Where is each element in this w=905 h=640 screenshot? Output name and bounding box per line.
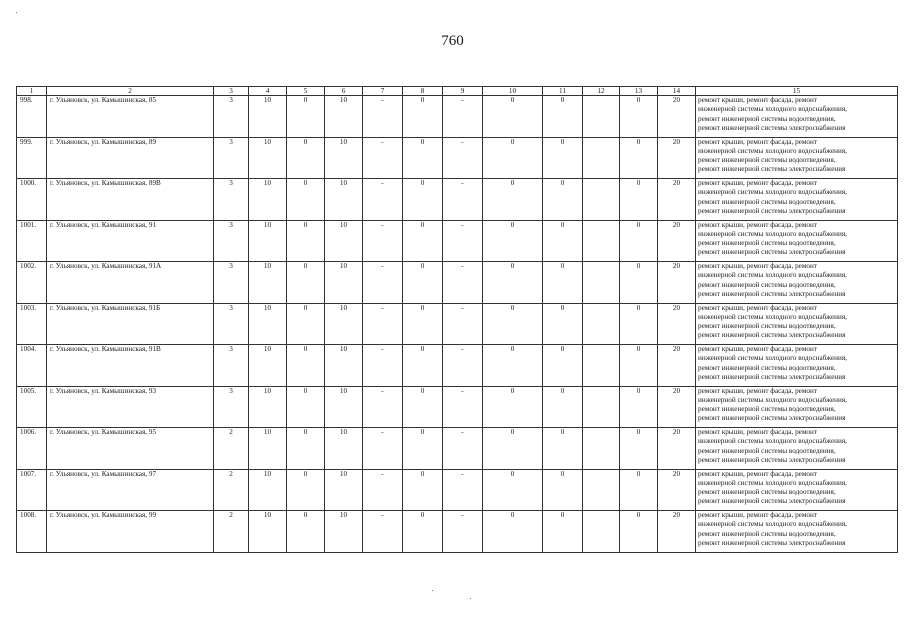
col5-cell: 0 xyxy=(287,137,325,179)
col13-cell: 0 xyxy=(620,303,658,345)
col6-cell: 10 xyxy=(325,511,363,553)
repair-works-cell xyxy=(696,511,898,553)
col5-cell: 0 xyxy=(287,386,325,428)
col5-cell: 0 xyxy=(287,262,325,304)
table-row xyxy=(17,345,898,387)
repair-works-cell xyxy=(696,96,898,138)
col5-cell: 0 xyxy=(287,469,325,511)
col9-cell: - xyxy=(443,137,483,179)
col13-cell: 0 xyxy=(620,345,658,387)
repair-work-line: инженерной системы холодного водоснабжения, xyxy=(698,478,847,487)
col11-cell: 0 xyxy=(543,511,583,553)
repair-work-line: инженерной системы холодного водоснабжения, xyxy=(698,520,847,529)
repair-work-line: инженерной системы холодного водоснабжения, xyxy=(698,146,847,155)
repair-works-cell xyxy=(696,179,898,221)
address-cell: г. Ульяновск, ул. Камышинская, 95 xyxy=(47,428,214,470)
col11-cell: 0 xyxy=(543,220,583,262)
repair-works-cell xyxy=(696,220,898,262)
col4-cell: 10 xyxy=(249,469,287,511)
repair-work-line: инженерной системы холодного водоснабжения, xyxy=(698,229,847,238)
col13-cell: 0 xyxy=(620,262,658,304)
repair-work-line: ремонт крыши, ремонт фасада, ремонт xyxy=(698,179,817,187)
col8-cell: 0 xyxy=(403,428,443,470)
col10-cell: 0 xyxy=(483,303,543,345)
col8-cell: 0 xyxy=(403,303,443,345)
col6-cell: 10 xyxy=(325,428,363,470)
repair-work-line: инженерной системы холодного водоснабжения, xyxy=(698,188,847,197)
repair-works-cell xyxy=(696,345,898,387)
repair-work-line: ремонт инженерной системы электроснабжения xyxy=(698,497,846,506)
col11-cell: 0 xyxy=(543,469,583,511)
col9-cell: - xyxy=(443,179,483,221)
row-number-cell: 1002. xyxy=(17,262,47,304)
col4-cell: 10 xyxy=(249,303,287,345)
header-row xyxy=(17,87,898,96)
col12-cell xyxy=(583,345,620,387)
col6-cell: 10 xyxy=(325,469,363,511)
col3-cell: 3 xyxy=(214,137,249,179)
col7-cell: - xyxy=(363,469,403,511)
col8-cell: 0 xyxy=(403,262,443,304)
repair-work-line: ремонт крыши, ремонт фасада, ремонт xyxy=(698,511,817,519)
repair-work-line: ремонт инженерной системы электроснабжения xyxy=(698,248,846,257)
col5-cell: 0 xyxy=(287,345,325,387)
address-cell: г. Ульяновск, ул. Камышинская, 99 xyxy=(47,511,214,553)
column-header-9: 9 xyxy=(443,87,483,96)
col10-cell: 0 xyxy=(483,220,543,262)
col13-cell: 0 xyxy=(620,511,658,553)
col12-cell xyxy=(583,220,620,262)
row-number-cell: 1008. xyxy=(17,511,47,553)
table-row xyxy=(17,303,898,345)
col14-cell: 20 xyxy=(658,220,696,262)
col12-cell xyxy=(583,179,620,221)
repair-work-line: ремонт инженерной системы водоотведения, xyxy=(698,114,836,123)
col4-cell: 10 xyxy=(249,220,287,262)
row-number-cell: 999. xyxy=(17,137,47,179)
repair-work-line: ремонт инженерной системы электроснабжения xyxy=(698,455,846,464)
col12-cell xyxy=(583,469,620,511)
repair-work-line: инженерной системы холодного водоснабжения, xyxy=(698,312,847,321)
col11-cell: 0 xyxy=(543,96,583,138)
repair-work-line: ремонт инженерной системы электроснабжения xyxy=(698,165,846,174)
col6-cell: 10 xyxy=(325,179,363,221)
repair-work-line: ремонт инженерной системы водоотведения, xyxy=(698,239,836,248)
repair-work-line: инженерной системы холодного водоснабжения, xyxy=(698,105,847,114)
column-header-6: 6 xyxy=(325,87,363,96)
col9-cell: - xyxy=(443,96,483,138)
repair-work-line: инженерной системы холодного водоснабжения, xyxy=(698,437,847,446)
row-number-cell: 1004. xyxy=(17,345,47,387)
repair-work-line: ремонт инженерной системы водоотведения, xyxy=(698,446,836,455)
col10-cell: 0 xyxy=(483,386,543,428)
col10-cell: 0 xyxy=(483,469,543,511)
repair-work-line: ремонт крыши, ремонт фасада, ремонт xyxy=(698,469,817,478)
address-cell: г. Ульяновск, ул. Камышинская, 89В xyxy=(47,179,214,221)
col11-cell: 0 xyxy=(543,345,583,387)
col6-cell: 10 xyxy=(325,386,363,428)
col5-cell: 0 xyxy=(287,303,325,345)
col7-cell: - xyxy=(363,179,403,221)
col13-cell: 0 xyxy=(620,179,658,221)
col3-cell: 2 xyxy=(214,469,249,511)
repair-work-line: ремонт крыши, ремонт фасада, ремонт xyxy=(698,96,817,104)
table-row xyxy=(17,96,898,138)
address-cell: г. Ульяновск, ул. Камышинская, 91А xyxy=(47,262,214,304)
column-header-4: 4 xyxy=(249,87,287,96)
col4-cell: 10 xyxy=(249,428,287,470)
col5-cell: 0 xyxy=(287,428,325,470)
capital-repair-table xyxy=(16,86,898,553)
col14-cell: 20 xyxy=(658,303,696,345)
repair-work-line: ремонт крыши, ремонт фасада, ремонт xyxy=(698,137,817,146)
col12-cell xyxy=(583,137,620,179)
col10-cell: 0 xyxy=(483,428,543,470)
col3-cell: 3 xyxy=(214,179,249,221)
col12-cell xyxy=(583,303,620,345)
table-body xyxy=(17,96,898,553)
column-header-13: 13 xyxy=(620,87,658,96)
repair-work-line: инженерной системы холодного водоснабжения, xyxy=(698,395,847,404)
repair-work-line: ремонт инженерной системы водоотведения, xyxy=(698,529,836,538)
col12-cell xyxy=(583,96,620,138)
column-header-14: 14 xyxy=(658,87,696,96)
col3-cell: 3 xyxy=(214,386,249,428)
repair-work-line: ремонт крыши, ремонт фасада, ремонт xyxy=(698,262,817,270)
repair-work-line: ремонт инженерной системы водоотведения, xyxy=(698,280,836,289)
col7-cell: - xyxy=(363,303,403,345)
col7-cell: - xyxy=(363,262,403,304)
row-number-cell: 1007. xyxy=(17,469,47,511)
col13-cell: 0 xyxy=(620,428,658,470)
col8-cell: 0 xyxy=(403,386,443,428)
col7-cell: - xyxy=(363,220,403,262)
col8-cell: 0 xyxy=(403,137,443,179)
scan-speck xyxy=(16,12,17,13)
table-row xyxy=(17,262,898,304)
col14-cell: 20 xyxy=(658,469,696,511)
col5-cell: 0 xyxy=(287,511,325,553)
col12-cell xyxy=(583,428,620,470)
repair-work-line: ремонт крыши, ремонт фасада, ремонт xyxy=(698,220,817,229)
column-header-8: 8 xyxy=(403,87,443,96)
col12-cell xyxy=(583,511,620,553)
column-header-7: 7 xyxy=(363,87,403,96)
column-header-12: 12 xyxy=(583,87,620,96)
repair-work-line: ремонт инженерной системы электроснабжения xyxy=(698,123,846,132)
col3-cell: 3 xyxy=(214,345,249,387)
col10-cell: 0 xyxy=(483,96,543,138)
repair-work-line: ремонт инженерной системы электроснабжения xyxy=(698,538,846,547)
col5-cell: 0 xyxy=(287,179,325,221)
col4-cell: 10 xyxy=(249,345,287,387)
col10-cell: 0 xyxy=(483,179,543,221)
col3-cell: 3 xyxy=(214,303,249,345)
col14-cell: 20 xyxy=(658,137,696,179)
repair-works-cell xyxy=(696,262,898,304)
col9-cell: - xyxy=(443,345,483,387)
repair-work-line: ремонт инженерной системы электроснабжения xyxy=(698,372,846,381)
table-row xyxy=(17,220,898,262)
col7-cell: - xyxy=(363,137,403,179)
col8-cell: 0 xyxy=(403,220,443,262)
repair-works-cell xyxy=(696,386,898,428)
row-number-cell: 1003. xyxy=(17,303,47,345)
col8-cell: 0 xyxy=(403,511,443,553)
col9-cell: - xyxy=(443,303,483,345)
col6-cell: 10 xyxy=(325,303,363,345)
col7-cell: - xyxy=(363,386,403,428)
repair-works-cell xyxy=(696,137,898,179)
table-row xyxy=(17,386,898,428)
address-cell: г. Ульяновск, ул. Камышинская, 91В xyxy=(47,345,214,387)
scan-speck xyxy=(470,598,471,599)
col11-cell: 0 xyxy=(543,303,583,345)
col4-cell: 10 xyxy=(249,137,287,179)
col13-cell: 0 xyxy=(620,96,658,138)
col7-cell: - xyxy=(363,345,403,387)
col11-cell: 0 xyxy=(543,137,583,179)
col4-cell: 10 xyxy=(249,386,287,428)
col8-cell: 0 xyxy=(403,96,443,138)
col13-cell: 0 xyxy=(620,220,658,262)
repair-work-line: ремонт инженерной системы электроснабжения xyxy=(698,289,846,298)
col9-cell: - xyxy=(443,428,483,470)
col14-cell: 20 xyxy=(658,386,696,428)
col8-cell: 0 xyxy=(403,179,443,221)
col9-cell: - xyxy=(443,386,483,428)
col11-cell: 0 xyxy=(543,386,583,428)
row-number-cell: 998. xyxy=(17,96,47,138)
col9-cell: - xyxy=(443,469,483,511)
col4-cell: 10 xyxy=(249,262,287,304)
col6-cell: 10 xyxy=(325,262,363,304)
repair-work-line: ремонт инженерной системы электроснабжения xyxy=(698,414,846,423)
column-header-11: 11 xyxy=(543,87,583,96)
col6-cell: 10 xyxy=(325,345,363,387)
table-row xyxy=(17,469,898,511)
repair-works-cell xyxy=(696,428,898,470)
address-cell: г. Ульяновск, ул. Камышинская, 91 xyxy=(47,220,214,262)
repair-work-line: ремонт инженерной системы электроснабжения xyxy=(698,206,846,215)
table-row xyxy=(17,137,898,179)
repair-work-line: ремонт инженерной системы водоотведения, xyxy=(698,156,836,165)
col7-cell: - xyxy=(363,96,403,138)
col7-cell: - xyxy=(363,511,403,553)
col11-cell: 0 xyxy=(543,262,583,304)
column-header-15: 15 xyxy=(696,87,898,96)
page-number: 760 xyxy=(441,33,464,49)
table-row xyxy=(17,179,898,221)
repair-work-line: инженерной системы холодного водоснабжения, xyxy=(698,354,847,363)
col6-cell: 10 xyxy=(325,220,363,262)
col14-cell: 20 xyxy=(658,511,696,553)
repair-work-line: ремонт крыши, ремонт фасада, ремонт xyxy=(698,428,817,436)
col14-cell: 20 xyxy=(658,96,696,138)
col3-cell: 3 xyxy=(214,220,249,262)
col3-cell: 3 xyxy=(214,262,249,304)
col6-cell: 10 xyxy=(325,96,363,138)
col4-cell: 10 xyxy=(249,511,287,553)
col5-cell: 0 xyxy=(287,96,325,138)
table-row xyxy=(17,511,898,553)
col3-cell: 2 xyxy=(214,428,249,470)
repair-work-line: ремонт инженерной системы водоотведения, xyxy=(698,197,836,206)
address-cell: г. Ульяновск, ул. Камышинская, 97 xyxy=(47,469,214,511)
scan-speck xyxy=(432,590,433,591)
row-number-cell: 1001. xyxy=(17,220,47,262)
col10-cell: 0 xyxy=(483,137,543,179)
address-cell: г. Ульяновск, ул. Камышинская, 89 xyxy=(47,137,214,179)
col13-cell: 0 xyxy=(620,137,658,179)
col4-cell: 10 xyxy=(249,96,287,138)
col4-cell: 10 xyxy=(249,179,287,221)
col14-cell: 20 xyxy=(658,428,696,470)
repair-work-line: ремонт крыши, ремонт фасада, ремонт xyxy=(698,345,817,353)
col14-cell: 20 xyxy=(658,345,696,387)
col14-cell: 20 xyxy=(658,262,696,304)
repair-works-cell xyxy=(696,303,898,345)
col10-cell: 0 xyxy=(483,345,543,387)
col6-cell: 10 xyxy=(325,137,363,179)
repair-work-line: ремонт инженерной системы электроснабжения xyxy=(698,331,846,340)
col5-cell: 0 xyxy=(287,220,325,262)
col12-cell xyxy=(583,386,620,428)
col13-cell: 0 xyxy=(620,386,658,428)
column-header-10: 10 xyxy=(483,87,543,96)
repair-work-line: ремонт инженерной системы водоотведения, xyxy=(698,488,836,497)
repair-work-line: инженерной системы холодного водоснабжения, xyxy=(698,271,847,280)
repair-work-line: ремонт крыши, ремонт фасада, ремонт xyxy=(698,303,817,312)
col8-cell: 0 xyxy=(403,469,443,511)
col14-cell: 20 xyxy=(658,179,696,221)
address-cell: г. Ульяновск, ул. Камышинская, 91Б xyxy=(47,303,214,345)
col9-cell: - xyxy=(443,220,483,262)
repair-work-line: ремонт инженерной системы водоотведения, xyxy=(698,363,836,372)
col10-cell: 0 xyxy=(483,511,543,553)
col3-cell: 2 xyxy=(214,511,249,553)
column-header-2: 2 xyxy=(47,87,214,96)
col8-cell: 0 xyxy=(403,345,443,387)
repair-work-line: ремонт инженерной системы водоотведения, xyxy=(698,405,836,414)
column-header-3: 3 xyxy=(214,87,249,96)
col11-cell: 0 xyxy=(543,179,583,221)
address-cell: г. Ульяновск, ул. Камышинская, 93 xyxy=(47,386,214,428)
col9-cell: - xyxy=(443,262,483,304)
row-number-cell: 1005. xyxy=(17,386,47,428)
col13-cell: 0 xyxy=(620,469,658,511)
table-header xyxy=(17,87,898,96)
row-number-cell: 1000. xyxy=(17,179,47,221)
table-row xyxy=(17,428,898,470)
repair-work-line: ремонт инженерной системы водоотведения, xyxy=(698,322,836,331)
col9-cell: - xyxy=(443,511,483,553)
col10-cell: 0 xyxy=(483,262,543,304)
column-header-1: 1 xyxy=(17,87,47,96)
col12-cell xyxy=(583,262,620,304)
col7-cell: - xyxy=(363,428,403,470)
row-number-cell: 1006. xyxy=(17,428,47,470)
col11-cell: 0 xyxy=(543,428,583,470)
column-header-5: 5 xyxy=(287,87,325,96)
repair-works-cell xyxy=(696,469,898,511)
address-cell: г. Ульяновск, ул. Камышинская, 85 xyxy=(47,96,214,138)
col3-cell: 3 xyxy=(214,96,249,138)
repair-work-line: ремонт крыши, ремонт фасада, ремонт xyxy=(698,386,817,395)
